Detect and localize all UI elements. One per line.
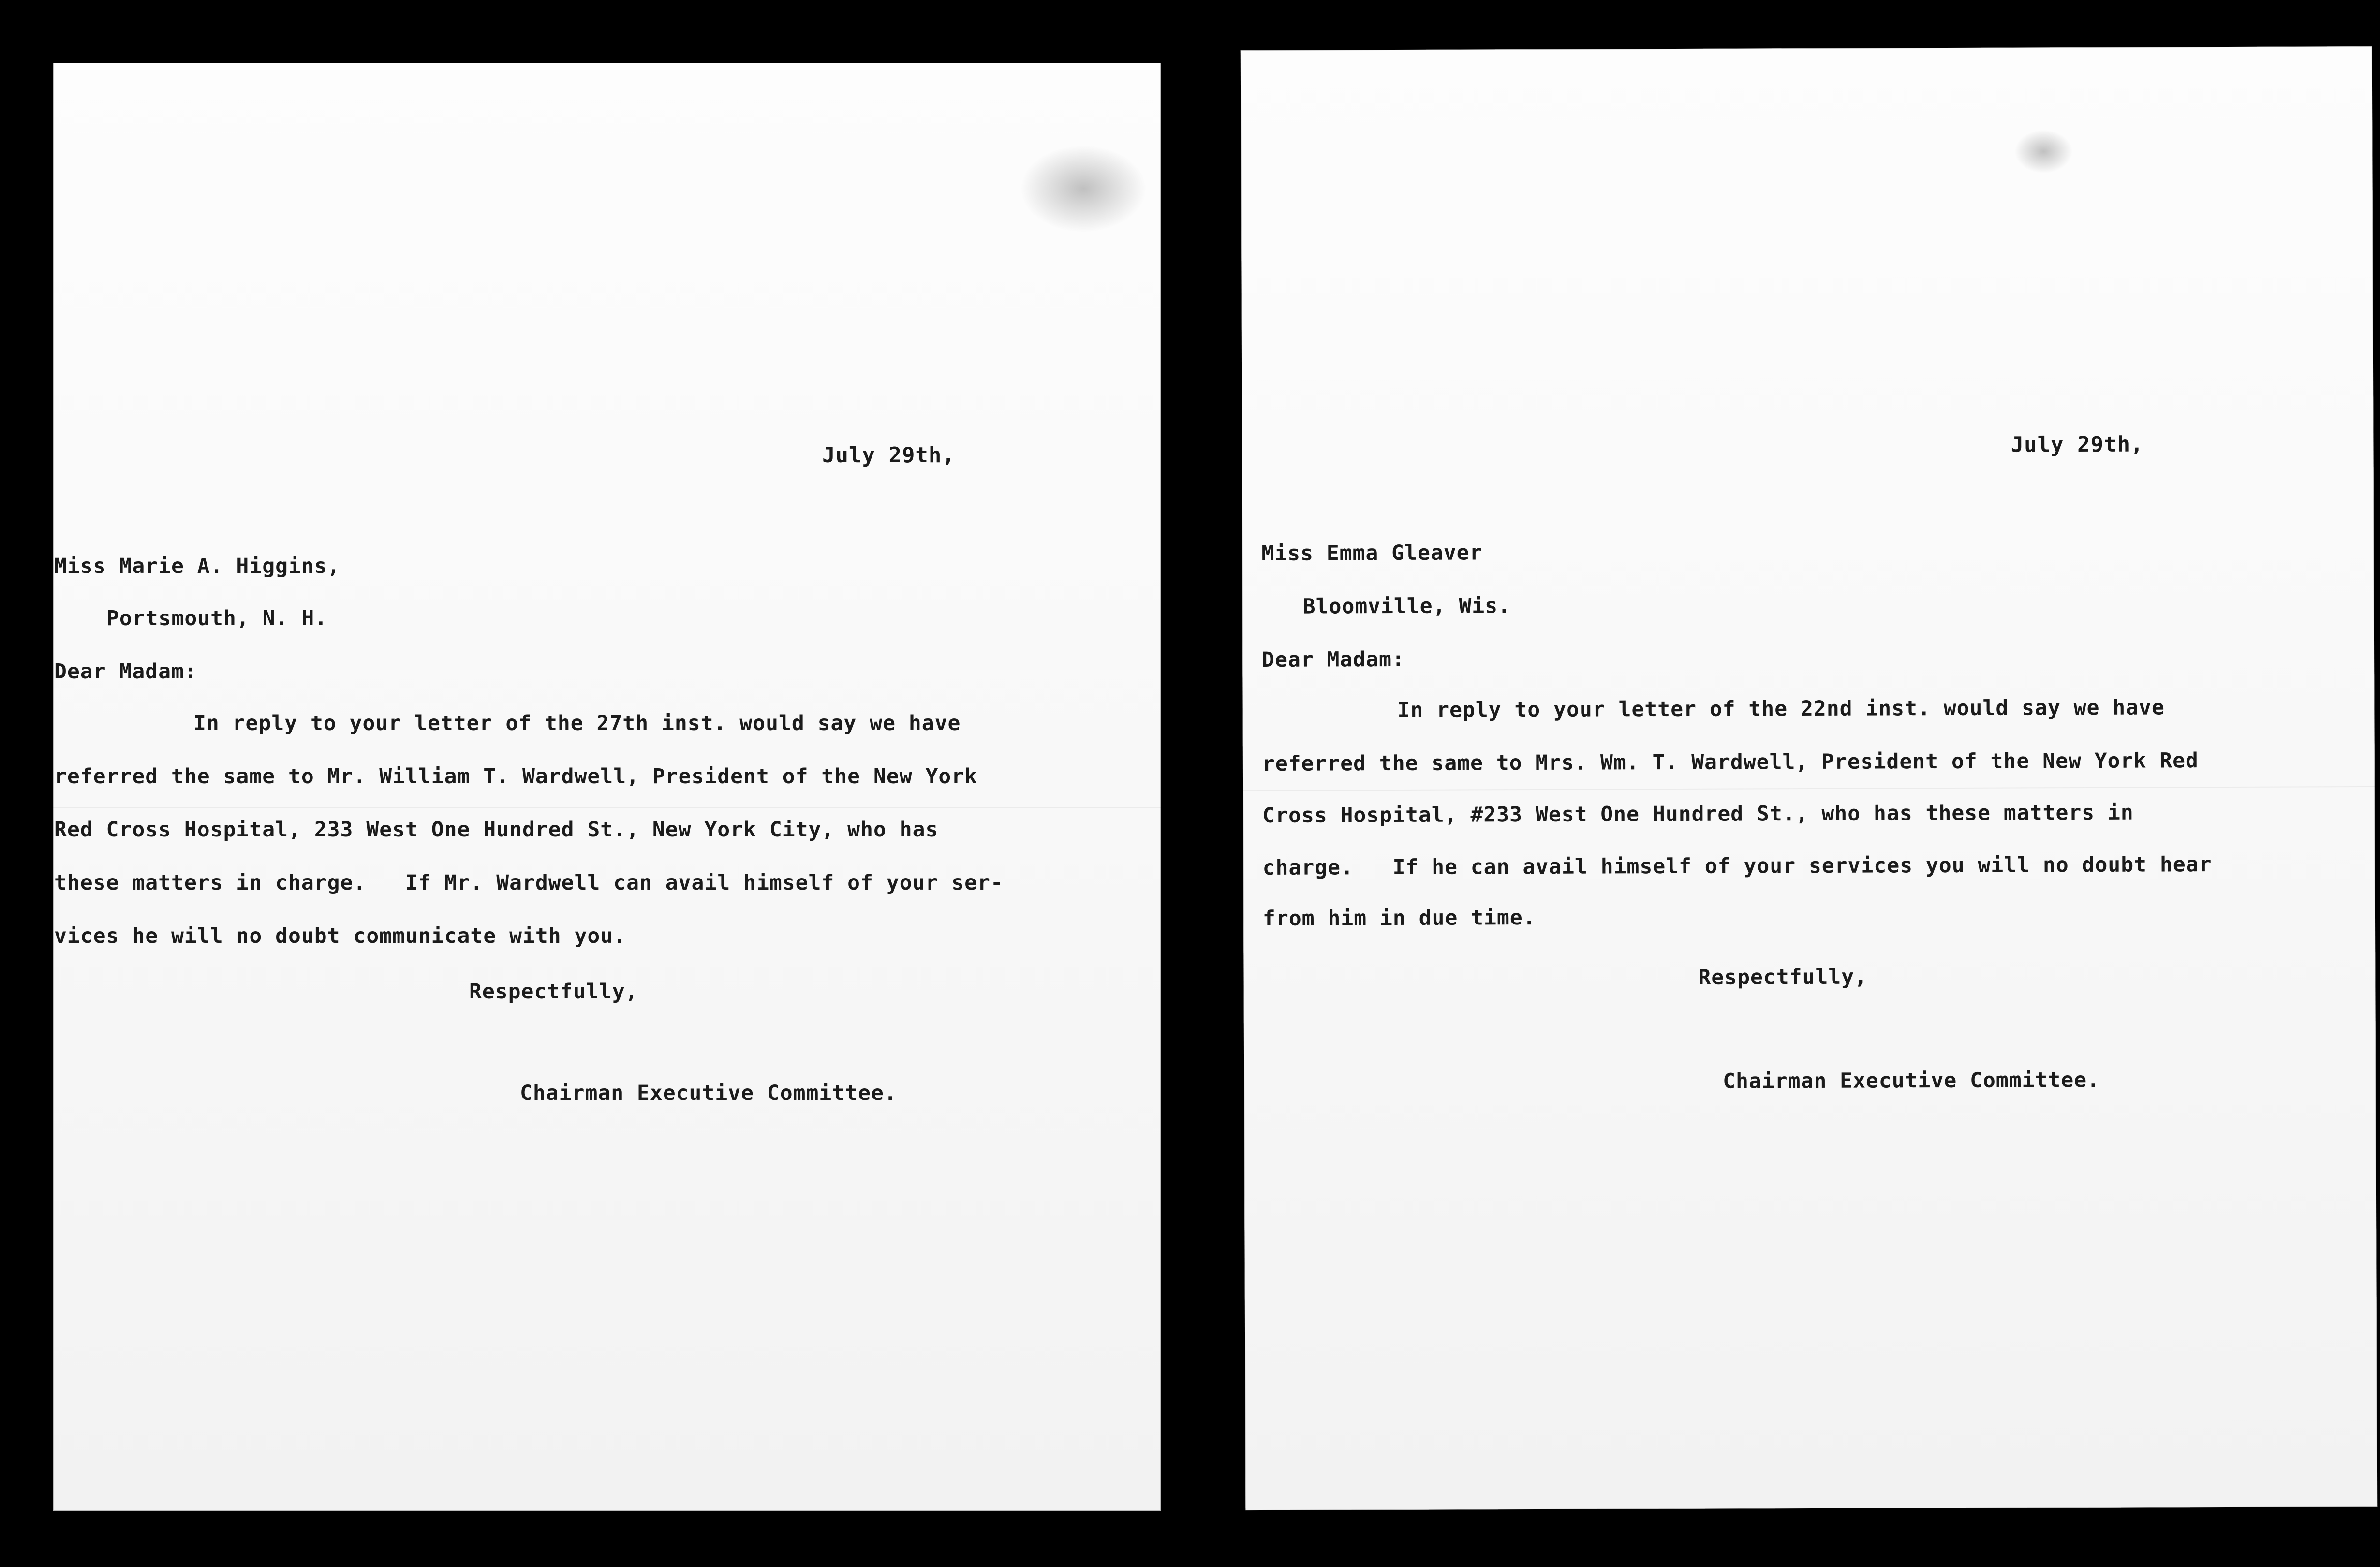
recipient-address: Portsmouth, N. H.	[106, 606, 328, 630]
body-line: vices he will no doubt communicate with you.	[54, 924, 627, 948]
body-line: from him in due time.	[1262, 905, 1536, 931]
body-line: charge. If he can avail himself of your services you will no doubt hear	[1262, 852, 2212, 880]
ink-smudge	[1020, 145, 1146, 232]
paper-fold	[1243, 786, 2375, 791]
letter-page-left	[53, 63, 1161, 1511]
signature-title: Chairman Executive Committee.	[520, 1081, 897, 1105]
body-line: In reply to your letter of the 27th inst. would say we have	[193, 711, 961, 735]
paper-fold	[53, 807, 1161, 808]
salutation: Dear Madam:	[1262, 647, 1405, 672]
signature-title: Chairman Executive Committee.	[1723, 1068, 2100, 1094]
closing: Respectfully,	[1698, 965, 1868, 990]
recipient-name: Miss Marie A. Higgins,	[54, 554, 340, 578]
closing: Respectfully,	[469, 980, 638, 1004]
body-line: Cross Hospital, #233 West One Hundred St., who has these matters in	[1262, 800, 2134, 828]
salutation: Dear Madam:	[54, 659, 197, 684]
letter-page-right	[1241, 46, 2378, 1510]
ink-smudge	[2014, 130, 2072, 173]
body-line: referred the same to Mrs. Wm. T. Wardwell, President of the New York Red	[1262, 748, 2199, 776]
letter-date: July 29th,	[2010, 432, 2144, 457]
body-line: these matters in charge. If Mr. Wardwell can avail himself of your ser-	[54, 871, 1004, 895]
letter-date: July 29th,	[822, 443, 955, 468]
recipient-address: Bloomville, Wis.	[1302, 594, 1511, 619]
body-line: Red Cross Hospital, 233 West One Hundred St., New York City, who has	[54, 818, 939, 842]
body-line: referred the same to Mr. William T. Wardwell, President of the New York	[54, 764, 978, 789]
recipient-name: Miss Emma Gleaver	[1261, 541, 1483, 566]
body-line: In reply to your letter of the 22nd inst. would say we have	[1397, 695, 2165, 722]
